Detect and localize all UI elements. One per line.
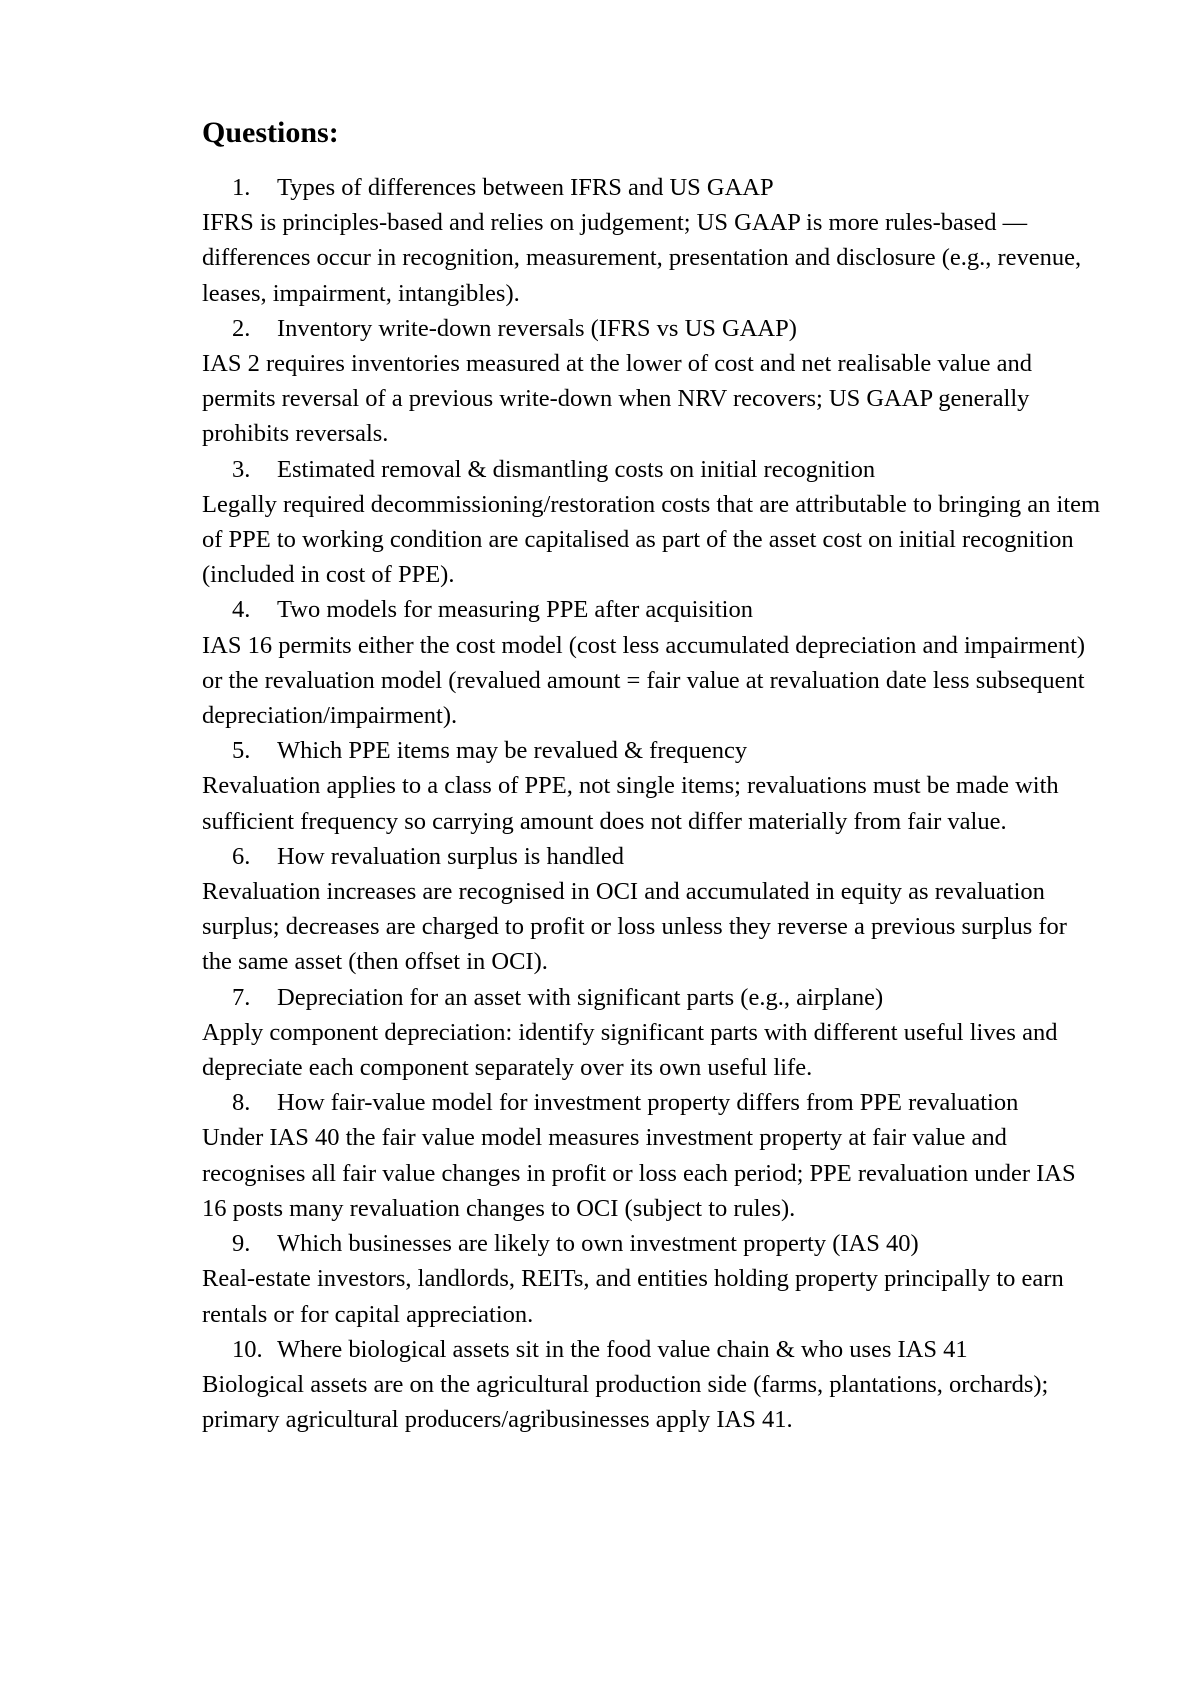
- question-item: [202, 839, 1102, 980]
- question-line: [202, 170, 1102, 205]
- question-item: [202, 1226, 1102, 1332]
- question-line: [202, 980, 1102, 1015]
- question-text: Which PPE items may be revalued & frequency: [277, 737, 748, 765]
- question-number: 9.: [232, 1230, 251, 1258]
- question-item: [202, 452, 1102, 593]
- answer-text: Biological assets are on the agricultural production side (farms, plantations, orchards); primary agricultural producers/agribusinesses apply IAS 41.: [202, 1370, 1049, 1434]
- question-number: 1.: [232, 174, 251, 201]
- question-number: 5.: [232, 737, 251, 765]
- question-number: 10.: [232, 1335, 263, 1363]
- answer-text: IAS 2 requires inventories measured at the lower of cost and net realisable value and permits reversal of a previous write-down when NRV recovers; US GAAP generally prohibits reversals.: [202, 350, 1032, 448]
- answer-text: Legally required decommissioning/restoration costs that are attributable to bringing an item of PPE to working condition are capitalised as part of the asset cost on initial recognition (included in cost of PPE).: [202, 490, 1101, 589]
- question-text: Estimated removal & dismantling costs on initial recognition: [277, 455, 876, 483]
- answer-text: IFRS is principles-based and relies on judgement; US GAAP is more rules-based — differences occur in recognition, measurement, presentation and disclosure (e.g., revenue, leases, impairment, intangibles).: [202, 209, 1082, 307]
- answer-text: Apply component depreciation: identify significant parts with different useful lives and depreciate each component separately over its own useful life.: [202, 1018, 1058, 1082]
- question-number: 8.: [232, 1089, 251, 1117]
- answer-text: Revaluation increases are recognised in OCI and accumulated in equity as revaluation surplus; decreases are charged to profit or loss unless they reverse a previous surplus for the same asset (then offset in OCI).: [202, 878, 1067, 976]
- question-line: [202, 839, 1102, 874]
- answer-text: IAS 16 permits either the cost model (cost less accumulated depreciation and impairment) or the revaluation model (revalued amount = fair value at revaluation date less subsequent depreciation/impairment).: [202, 631, 1086, 730]
- page-title: Questions:: [202, 116, 339, 149]
- question-number: 3.: [232, 455, 251, 483]
- question-line: [202, 1332, 1102, 1367]
- question-item: [202, 1085, 1102, 1226]
- question-number: 7.: [232, 983, 251, 1011]
- question-text: Where biological assets sit in the food value chain & who uses IAS 41: [277, 1335, 968, 1363]
- question-line: [202, 1085, 1102, 1120]
- question-text: How revaluation surplus is handled: [277, 842, 625, 870]
- question-item: [202, 980, 1102, 1086]
- question-item: [202, 592, 1102, 733]
- question-text: Which businesses are likely to own investment property (IAS 40): [277, 1230, 919, 1258]
- question-item: [202, 170, 1102, 311]
- question-text: Depreciation for an asset with significant parts (e.g., airplane): [277, 983, 884, 1011]
- question-text: How fair-value model for investment property differs from PPE revaluation: [277, 1089, 1019, 1117]
- question-line: [202, 452, 1102, 487]
- question-text: Inventory write-down reversals (IFRS vs US GAAP): [277, 314, 797, 342]
- question-number: 2.: [232, 314, 251, 342]
- answer-text: Real-estate investors, landlords, REITs, and entities holding property principally to earn rentals or for capital appreciation.: [202, 1265, 1064, 1328]
- question-line: [202, 733, 1102, 768]
- question-item: [202, 1332, 1102, 1438]
- answer-text: Under IAS 40 the fair value model measures investment property at fair value and recognises all fair value changes in profit or loss each period; PPE revaluation under IAS 16 posts many revaluation changes to OCI (subject to rules).: [202, 1124, 1076, 1222]
- question-text: Two models for measuring PPE after acquisition: [277, 596, 753, 624]
- question-number: 4.: [232, 596, 251, 624]
- question-item: [202, 311, 1102, 452]
- question-line: [202, 592, 1102, 627]
- question-line: [202, 1226, 1102, 1261]
- question-item: [202, 733, 1102, 839]
- question-list: [202, 170, 1102, 1437]
- question-line: [202, 311, 1102, 346]
- answer-text: Revaluation applies to a class of PPE, not single items; revaluations must be made with sufficient frequency so carrying amount does not differ materially from fair value.: [202, 772, 1059, 835]
- question-text: Types of differences between IFRS and US GAAP: [277, 174, 774, 201]
- question-number: 6.: [232, 842, 251, 870]
